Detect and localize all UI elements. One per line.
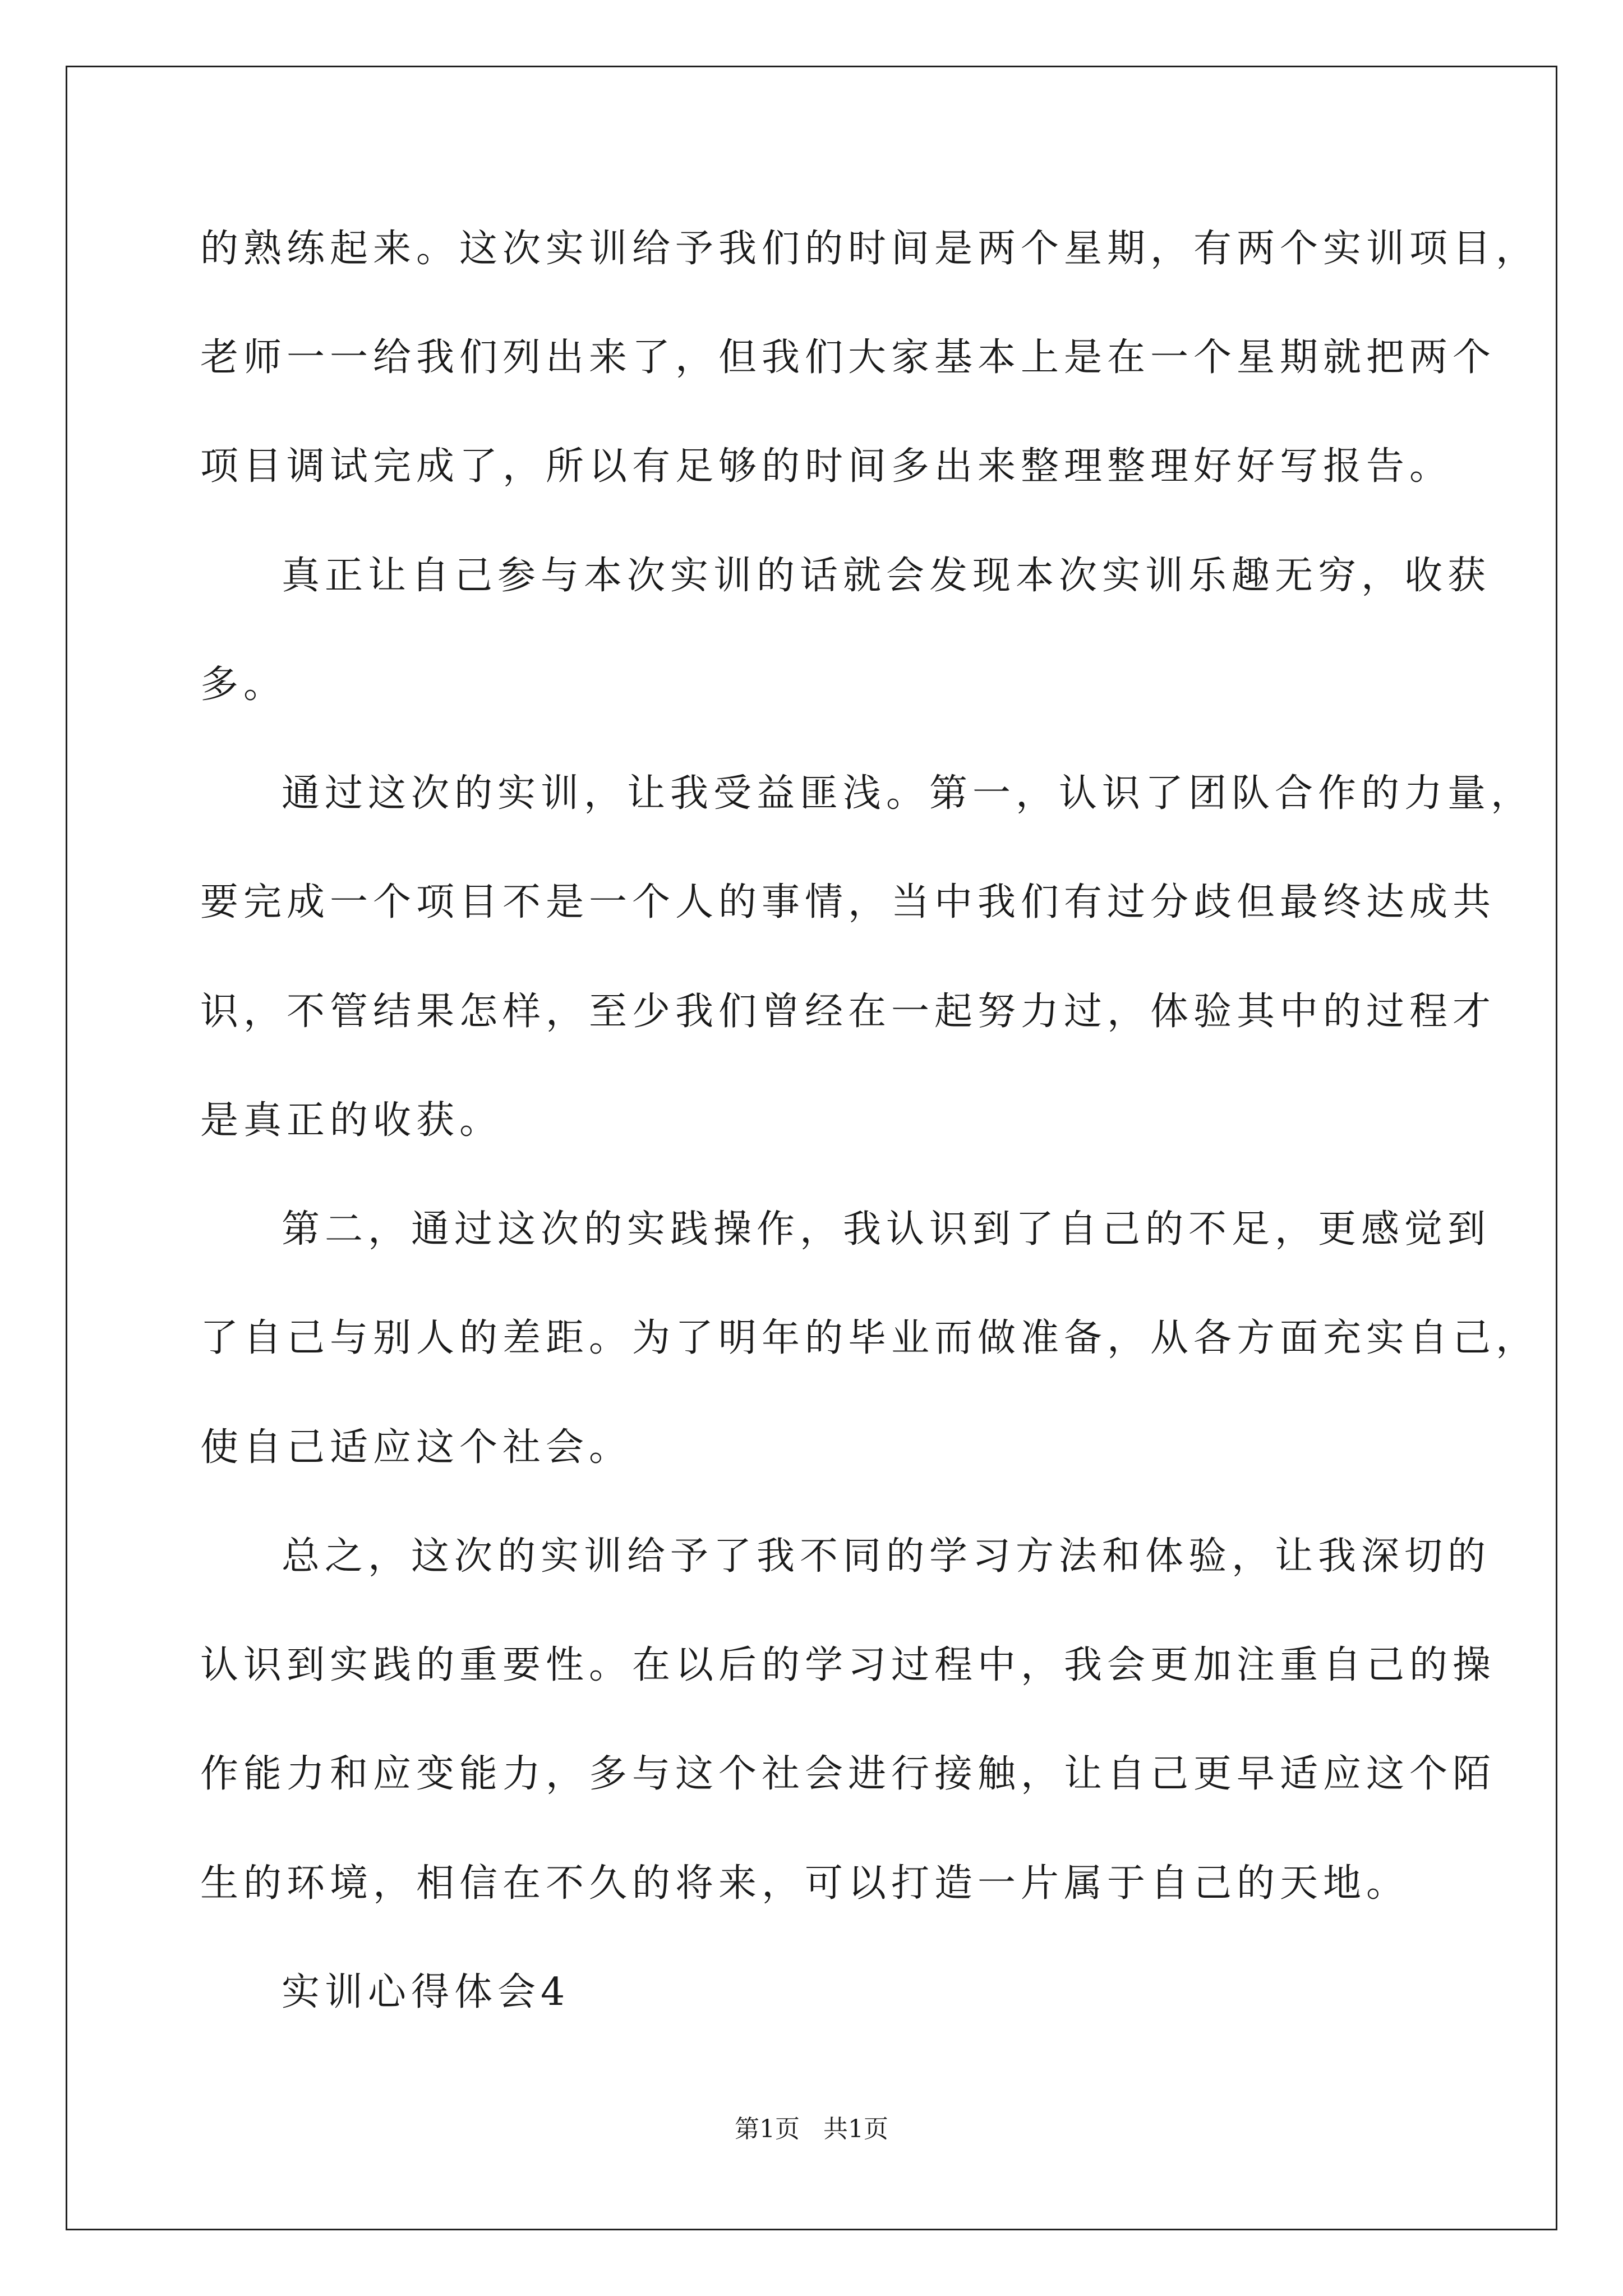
- page-border: [66, 66, 1557, 2230]
- text-line: 多。: [200, 662, 287, 707]
- text-line: 老师一一给我们列出来了，但我们大家基本上是在一个星期就把两个: [200, 335, 1496, 380]
- text-line: 生的环境，相信在不久的将来，可以打造一片属于自己的天地。: [200, 1861, 1410, 1906]
- text-line: 项目调试完成了，所以有足够的时间多出来整理整理好好写报告。: [200, 444, 1453, 489]
- text-line: 了自己与别人的差距。为了明年的毕业而做准备，从各方面充实自己，: [200, 1316, 1539, 1360]
- text-line: 是真正的收获。: [200, 1098, 503, 1143]
- page-number-footer: 第1页 共1页: [735, 2115, 888, 2143]
- text-line: 通过这次的实训，让我受益匪浅。第一，认识了团队合作的力量，: [282, 771, 1534, 816]
- section-heading: 实训心得体会4: [282, 1970, 570, 2014]
- text-line: 第二，通过这次的实践操作，我认识到了自己的不足，更感觉到: [282, 1207, 1491, 1251]
- text-line: 的熟练起来。这次实训给予我们的时间是两个星期，有两个实训项目，: [200, 227, 1539, 271]
- text-line: 真正让自己参与本次实训的话就会发现本次实训乐趣无穷，收获: [282, 554, 1491, 598]
- text-line: 使自己适应这个社会。: [200, 1425, 633, 1470]
- text-line: 识，不管结果怎样，至少我们曾经在一起努力过，体验其中的过程才: [200, 990, 1496, 1034]
- text-line: 总之，这次的实训给予了我不同的学习方法和体验，让我深切的: [282, 1534, 1491, 1579]
- text-line: 作能力和应变能力，多与这个社会进行接触，让自己更早适应这个陌: [200, 1752, 1496, 1796]
- text-line: 要完成一个项目不是一个人的事情，当中我们有过分歧但最终达成共: [200, 880, 1496, 924]
- text-line: 认识到实践的重要性。在以后的学习过程中，我会更加注重自己的操: [200, 1643, 1496, 1687]
